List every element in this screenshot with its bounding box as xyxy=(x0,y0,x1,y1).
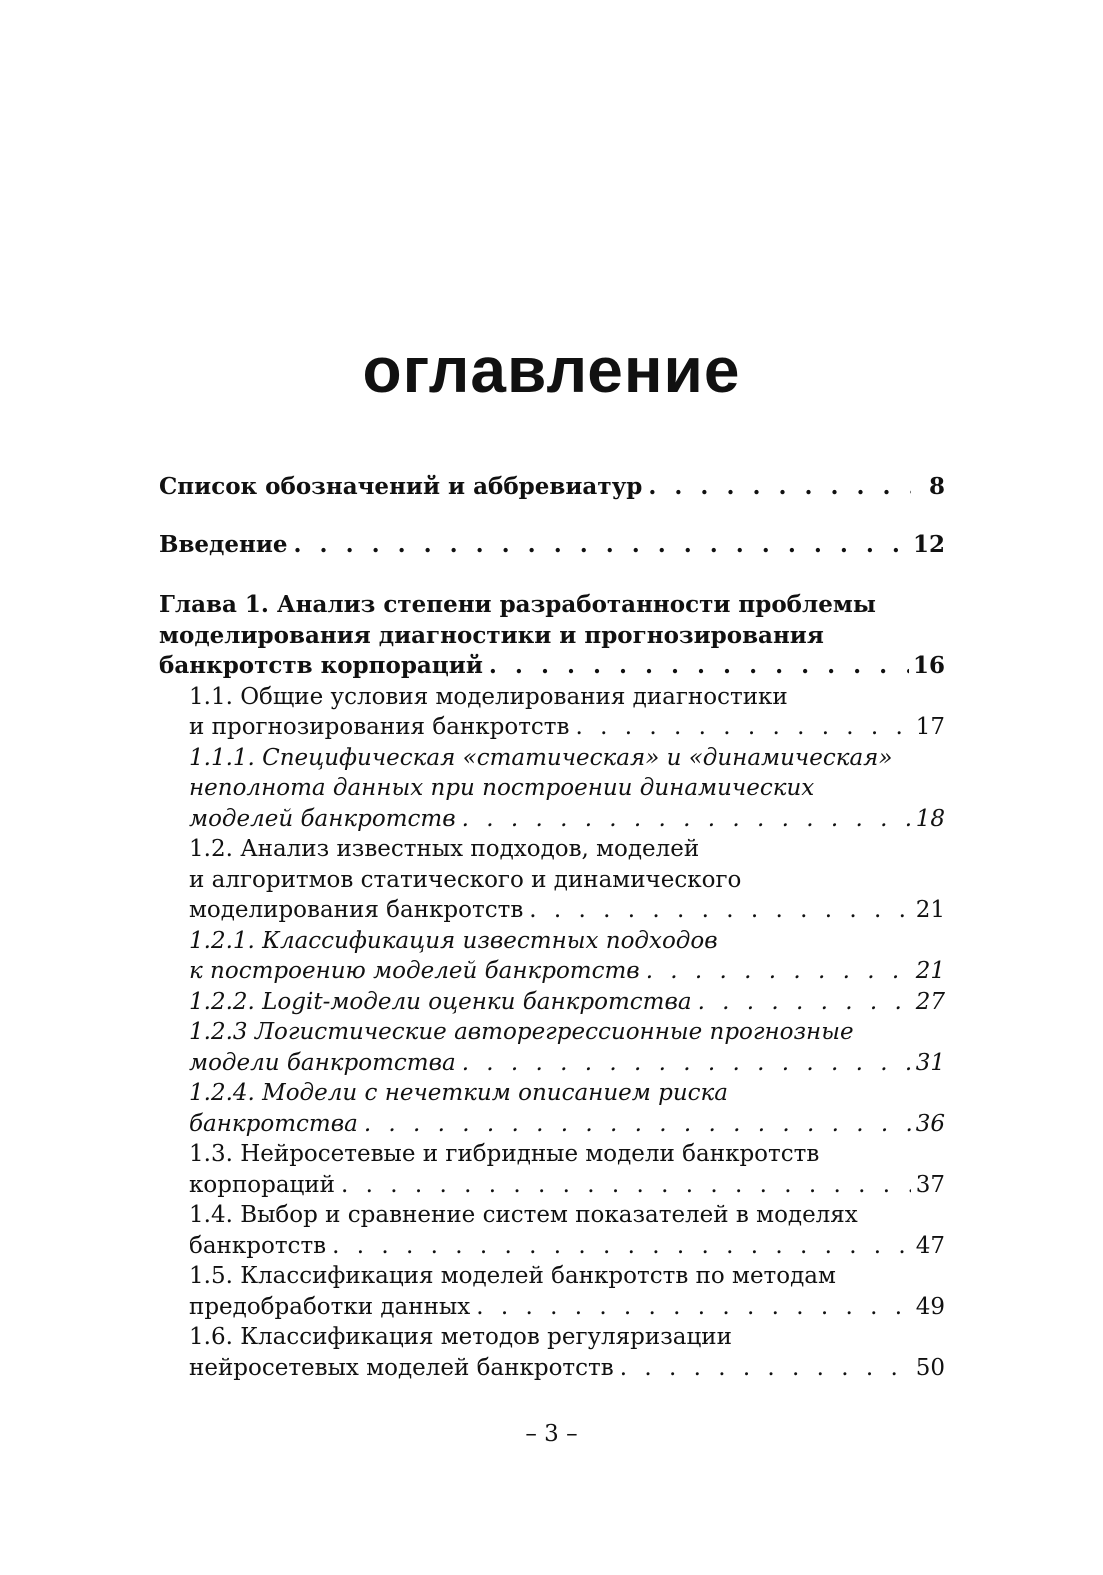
dot-leader xyxy=(489,651,909,682)
toc-entry[interactable] xyxy=(159,1261,945,1322)
toc-entry[interactable] xyxy=(159,590,945,682)
page-number: – 3 – xyxy=(525,1421,578,1447)
toc-entry-line: 1.4. Выбор и сравнение систем показателей в моделях xyxy=(189,1202,858,1228)
toc-entry-line: 1.3. Нейросетевые и гибридные модели банкротств xyxy=(189,1141,820,1167)
dot-leader xyxy=(462,1048,911,1079)
toc-entry-line: банкротств xyxy=(189,1232,327,1259)
dot-leader xyxy=(575,712,911,743)
toc-page-number: 21 xyxy=(915,958,945,984)
toc-page-number: 50 xyxy=(915,1354,945,1381)
dot-leader xyxy=(462,804,911,835)
toc-entry-line: Список обозначений и аббревиатур xyxy=(159,473,643,500)
toc-entry[interactable] xyxy=(159,472,945,503)
toc-entry-line: 1.2. Анализ известных подходов, моделей xyxy=(189,836,700,862)
toc-entry-line: моделирования диагностики и прогнозирования xyxy=(159,621,824,649)
toc-page-number: 17 xyxy=(915,714,945,740)
toc-entry-line: предобработки данных xyxy=(189,1293,471,1320)
toc-entry[interactable] xyxy=(159,1322,945,1383)
toc-page-number: 31 xyxy=(915,1049,945,1076)
toc-page-number: 21 xyxy=(915,897,945,923)
toc-entry-line: 1.2.3 Логистические авторегрессионные прогнозные xyxy=(189,1019,854,1045)
toc-entry-line: 1.1.1. Специфическая «статическая» и «динамическая» xyxy=(189,744,893,771)
dot-leader xyxy=(698,987,911,1018)
toc-entry[interactable] xyxy=(159,1200,945,1261)
dot-leader xyxy=(476,1292,911,1323)
toc-entry[interactable] xyxy=(159,987,945,1018)
toc-entry-line: 1.2.2. Logit-модели оценки банкротства xyxy=(189,988,692,1015)
table-of-contents xyxy=(159,472,945,1383)
toc-page-number: 37 xyxy=(915,1171,945,1198)
toc-entry-line: модели банкротства xyxy=(189,1049,456,1076)
toc-entry-line: моделирования банкротств xyxy=(189,897,524,923)
toc-entry-line: 1.2.1. Классификация известных подходов xyxy=(189,927,718,954)
toc-entry-line: банкротства xyxy=(189,1110,358,1137)
toc-entry[interactable] xyxy=(159,530,945,561)
toc-entry[interactable] xyxy=(159,682,945,743)
toc-page-number: 12 xyxy=(912,530,945,558)
toc-page-number: 16 xyxy=(912,652,945,679)
toc-entry-line: неполнота данных при построении динамических xyxy=(189,775,815,801)
toc-entry-line: моделей банкротств xyxy=(189,805,456,832)
dot-leader xyxy=(648,472,911,503)
toc-entry-line: к построению моделей банкротств xyxy=(189,958,640,984)
toc-entry-line: корпораций xyxy=(189,1171,336,1198)
dot-leader xyxy=(646,956,911,987)
dot-leader xyxy=(620,1353,911,1384)
toc-page-number: 27 xyxy=(915,988,945,1015)
toc-entry-line: 1.5. Классификация моделей банкротств по методам xyxy=(189,1263,836,1289)
toc-entry[interactable] xyxy=(159,1078,945,1139)
toc-entry[interactable] xyxy=(159,743,945,835)
toc-entry-line: 1.6. Классификация методов регуляризации xyxy=(189,1324,732,1350)
toc-entry-line: нейросетевых моделей банкротств xyxy=(189,1354,614,1381)
dot-leader xyxy=(529,895,911,926)
toc-entry-line: и алгоритмов статического и динамического xyxy=(189,866,742,893)
toc-entry-line: и прогнозирования банкротств xyxy=(189,714,570,740)
toc-entry[interactable] xyxy=(159,834,945,926)
toc-page-number: 49 xyxy=(915,1293,945,1320)
dot-leader xyxy=(294,530,909,561)
toc-entry-line: 1.1. Общие условия моделирования диагностики xyxy=(189,683,788,710)
toc-entry-line: Введение xyxy=(159,530,288,558)
toc-page-number: 47 xyxy=(915,1232,945,1259)
toc-page-number: 8 xyxy=(928,473,945,500)
page-title: оглавление xyxy=(362,334,741,406)
toc-entry-line: Глава 1. Анализ степени разработанности проблемы xyxy=(159,591,876,618)
toc-entry[interactable] xyxy=(159,1139,945,1200)
toc-entry[interactable] xyxy=(159,1017,945,1078)
toc-entry-line: 1.2.4. Модели с нечетким описанием риска xyxy=(189,1080,728,1106)
toc-entry-line: банкротств корпораций xyxy=(159,652,483,679)
toc-entry[interactable] xyxy=(159,926,945,987)
toc-page-number: 36 xyxy=(915,1110,945,1137)
dot-leader xyxy=(341,1170,911,1201)
toc-page-number: 18 xyxy=(915,805,945,832)
dot-leader xyxy=(332,1231,911,1262)
dot-leader xyxy=(364,1109,911,1140)
